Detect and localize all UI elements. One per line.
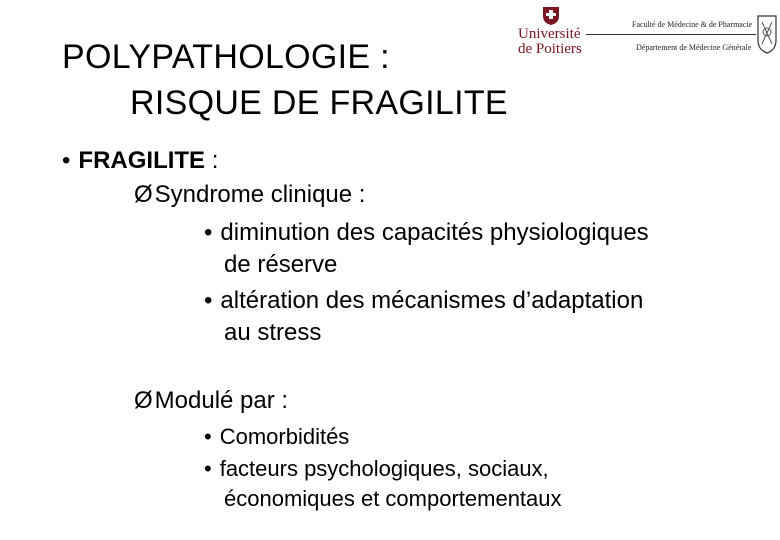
university-logo bbox=[518, 6, 584, 56]
bullet-icon: • bbox=[204, 287, 213, 314]
crest-icon bbox=[540, 6, 562, 26]
syndrome-subitem-1 bbox=[204, 218, 649, 248]
syndrome-text: Syndrome clinique : bbox=[154, 181, 366, 208]
subitem-1-line-2: de réserve bbox=[224, 251, 338, 278]
seal-icon bbox=[756, 14, 778, 54]
subitem-1-line-1: diminution des capacités physiologiques bbox=[220, 219, 649, 246]
modulated-subitem-2 bbox=[204, 454, 549, 484]
syndrome-item bbox=[134, 180, 365, 210]
title-line-1: POLYPATHOLOGIE : bbox=[62, 38, 390, 76]
syndrome-subitem-2 bbox=[204, 286, 643, 316]
frailty-bullet bbox=[62, 146, 218, 176]
modulated-text: Modulé par : bbox=[154, 387, 289, 414]
faculty-name: Faculté de Médecine & de Pharmacie bbox=[632, 20, 753, 29]
mod-subitem-1-text: Comorbidités bbox=[219, 424, 350, 449]
bullet-icon: • bbox=[204, 424, 212, 449]
bullet-icon: • bbox=[62, 147, 71, 174]
mod-subitem-2-line-1: facteurs psychologiques, sociaux, bbox=[219, 456, 549, 481]
mod-subitem-2-line-2: économiques et comportementaux bbox=[224, 486, 562, 511]
subitem-2-line-2: au stress bbox=[224, 319, 322, 346]
logo-divider bbox=[586, 34, 756, 35]
frailty-label: FRAGILITE bbox=[78, 147, 206, 174]
modulated-item bbox=[134, 386, 288, 416]
slide-title bbox=[62, 34, 508, 126]
modulated-subitem-1 bbox=[204, 422, 349, 452]
arrow-bullet-icon: Ø bbox=[134, 181, 153, 208]
university-name-line-1: Université bbox=[518, 26, 581, 42]
bullet-icon: • bbox=[204, 219, 213, 246]
bullet-icon: • bbox=[204, 456, 212, 481]
department-name: Département de Médecine Générale bbox=[636, 43, 752, 52]
arrow-bullet-icon: Ø bbox=[134, 387, 153, 414]
subitem-2-line-1: altération des mécanismes d’adaptation bbox=[220, 287, 644, 314]
title-line-2: RISQUE DE FRAGILITE bbox=[130, 84, 508, 122]
frailty-colon: : bbox=[205, 147, 219, 174]
university-name-line-2: de Poitiers bbox=[518, 41, 582, 57]
